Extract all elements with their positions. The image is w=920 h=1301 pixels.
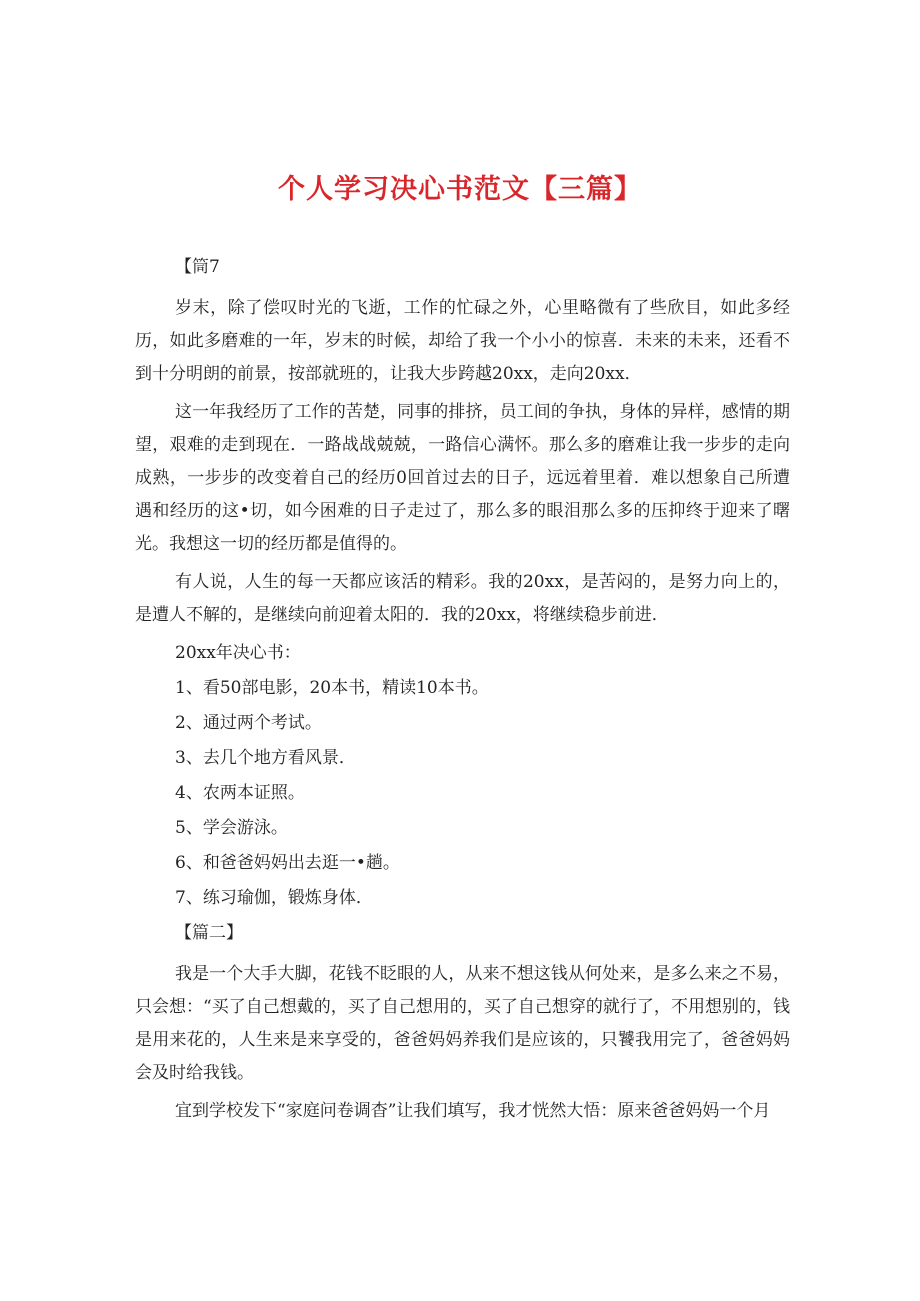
document-body bbox=[135, 251, 790, 1133]
paragraph: 我是一个大手大脚，花钱不眨眼的人，从来不想这钱从何处来，是多么来之不易，只会想：“买了自己想戴的，买了自己想用的，买了自己想穿的就行了，不用想别的，钱是用来花的，人生来是来享受的，爸爸妈妈养我们是应该的，只饕我用完了，爸爸妈妈会及时给我钱。 bbox=[135, 964, 790, 1083]
document-title: 个人学习决心书范文【三篇】 bbox=[278, 174, 642, 205]
list-item: 5、学会游泳。 bbox=[175, 818, 288, 838]
paragraph: 这一年我经历了工作的苦楚，同事的排挤，员工间的争执，身体的异样，感情的期望，艰难的走到现在．一路战战兢兢，一路信心满怀。那么多的磨难让我一步步的走向成熟，一步步的改变着自己的经历0回首过去的日子，远远着里着．难以想象自己所遭遇和经历的这•切，如今困难的日子走过了，那么多的眼泪那么多的压抑终于迎来了曙光。我想这一切的经历都是值得的。 bbox=[135, 402, 790, 554]
section-heading-1: 【筒7 bbox=[175, 257, 220, 277]
paragraph: 岁末，除了偿叹时光的飞逝，工作的忙碌之外，心里略微有了些欣目，如此多经历，如此多磨难的一年，岁末的时候，却给了我一个小小的惊喜．未来的未来，还看不到十分明朗的前景，按部就班的，让我大步跨越20xx，走向20xx． bbox=[135, 298, 790, 384]
resolution-title: 20xx年决心书： bbox=[175, 643, 301, 663]
resolution-list bbox=[135, 672, 790, 915]
paragraph: 宜到学校发下“家庭问卷调杳”让我们填写，我才恍然大悟：原来爸爸妈妈一个月 bbox=[175, 1101, 771, 1121]
list-item: 1、看50部电影，20本书，精读10本书。 bbox=[175, 678, 489, 698]
list-item: 4、农两本证照。 bbox=[175, 783, 305, 803]
list-item: 6、和爸爸妈妈出去逛一•趟。 bbox=[175, 853, 400, 873]
list-item: 2、通过两个考试。 bbox=[175, 713, 322, 733]
section-heading-2: 【篇二】 bbox=[175, 923, 243, 943]
list-item: 3、去几个地方看风景． bbox=[175, 748, 356, 768]
list-item: 7、练习瑜伽，锻炼身体． bbox=[175, 888, 373, 908]
paragraph: 有人说，人生的每一天都应该活的精彩。我的20xx，是苦闷的，是努力向上的，是遭人不解的，是继续向前迎着太阳的．我的20xx，将继续稳步前进． bbox=[135, 572, 790, 625]
